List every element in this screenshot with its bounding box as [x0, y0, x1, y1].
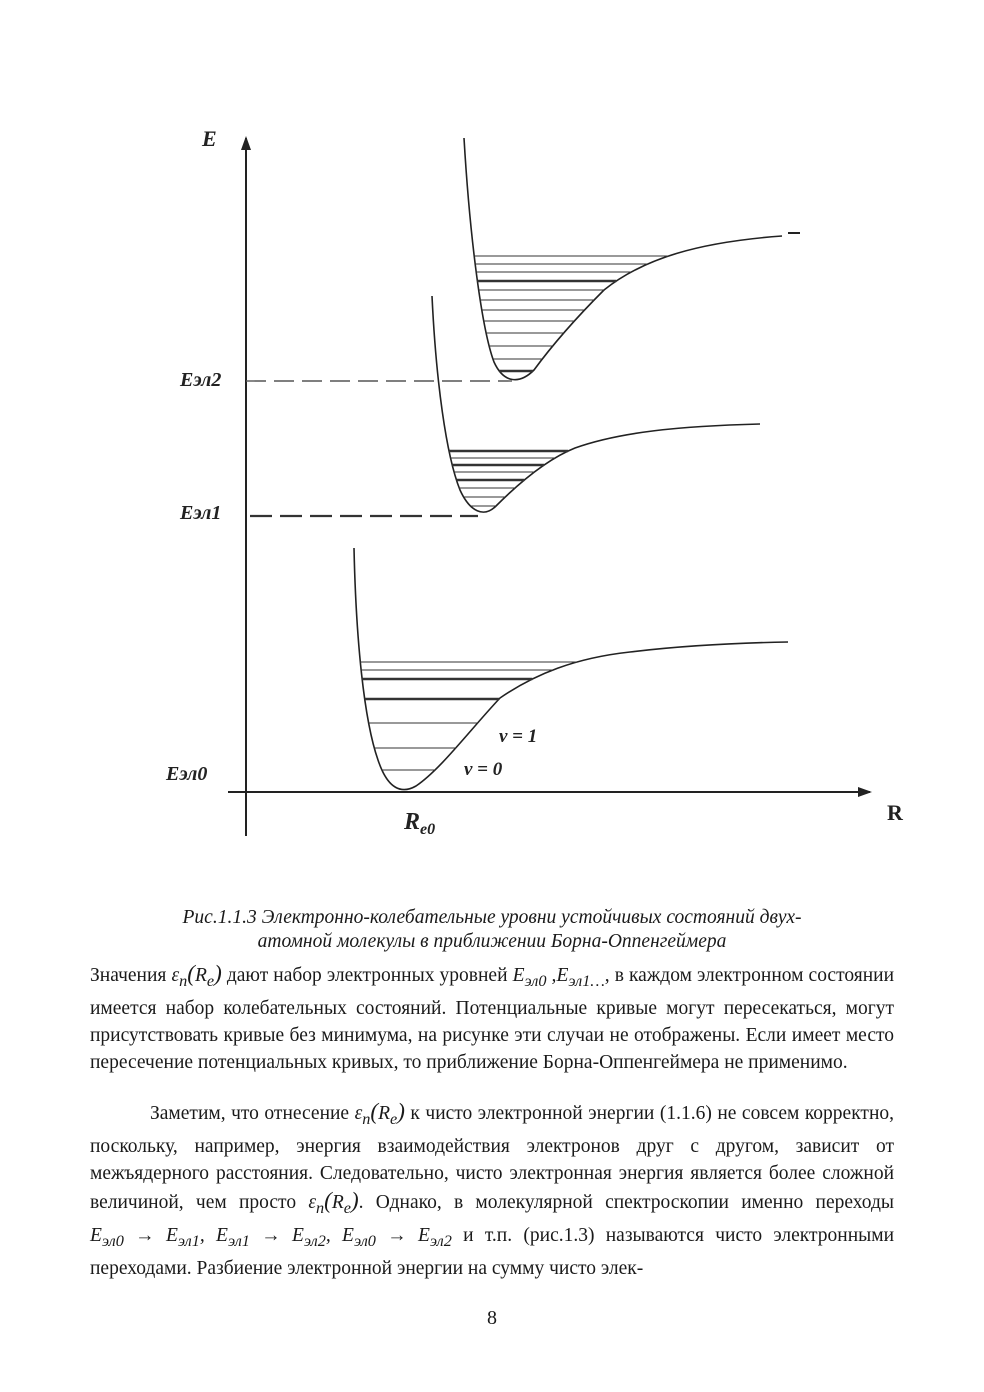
- epsilon-formula: $\varepsilon_n(R_e)$: [171, 961, 222, 990]
- y-axis-label: E: [202, 126, 217, 151]
- p2-text-4: Однако, в молекулярной спектроскопии именно переходы: [375, 1191, 895, 1213]
- page-number: 8: [487, 1307, 497, 1329]
- p2-text-3: .: [358, 1191, 364, 1213]
- caption-line-1: Рис.1.1.3 Электронно-колебательные уровни устойчивых состояний двух-: [182, 907, 802, 928]
- x-axis-label: R: [887, 800, 903, 825]
- v1-label: v = 1: [499, 726, 538, 747]
- potential-curve-el2: [464, 138, 782, 380]
- potential-curve-el0: [354, 548, 788, 790]
- caption-line-2: атомной молекулы в приближении Борна-Оппенгеймера: [257, 931, 727, 952]
- figure-caption: [90, 906, 894, 954]
- vibrational-levels-el2: [474, 256, 668, 371]
- epsilon-formula-2: $\varepsilon_n(R_e)$: [354, 1099, 405, 1128]
- p2-text-2: к чисто электронной энергии (1.1.6) не совсем корректно, поскольку, например, энергия взаимодействия электронов друг с другом, зависит от межъядерного расстояния. Следовательно, чисто электронная энергия является более сложной величиной, чем просто: [90, 1103, 895, 1213]
- re0-sub: e0: [420, 821, 436, 838]
- el0-label: Eэл0: [166, 763, 208, 785]
- p1-text-1: Значения: [90, 965, 172, 986]
- re0-main: R: [404, 809, 421, 835]
- vibrational-levels-el1: [449, 451, 568, 506]
- vibrational-levels-el0: [360, 662, 577, 770]
- v0-label: v = 0: [464, 759, 503, 780]
- p1-text-3: , в каждом электронном состоянии имеется набор колебательных состояний. Потенциальные кривые могут пересекаться, могут присутствовать кривые без минимума, на рисунке эти случаи не отображены. Если имеет место пересечение потенциальных кривых, то приближение Борна-Оппенгеймера не применимо.: [90, 965, 894, 1073]
- transitions-formula: $E_{эл0} \to E_{эл1}$, $E_{эл1} \to E_{эл2}$, $E_{эл0} \to E_{эл2}$: [90, 1224, 452, 1250]
- epsilon-formula-3: $\varepsilon_n(R_e)$: [308, 1187, 359, 1217]
- el1-label: Eэл1: [180, 502, 222, 524]
- p2-text-1: Заметим, что отнесение: [150, 1103, 355, 1124]
- paragraph-2: [90, 1098, 894, 1282]
- el2-label: Eэл2: [180, 369, 222, 391]
- p1-text-2: дают набор электронных уровней: [221, 965, 513, 986]
- p2-text-5: и т.п. (рис.1.3) называются чисто электронными переходами. Разбиение электронной энергии на сумму чисто элек-: [90, 1224, 895, 1279]
- levels-formula: $E_{эл0}$ $,E_{эл1\dots}$: [512, 965, 605, 990]
- paragraph-1: [90, 960, 894, 1076]
- re0-label: [403, 809, 435, 838]
